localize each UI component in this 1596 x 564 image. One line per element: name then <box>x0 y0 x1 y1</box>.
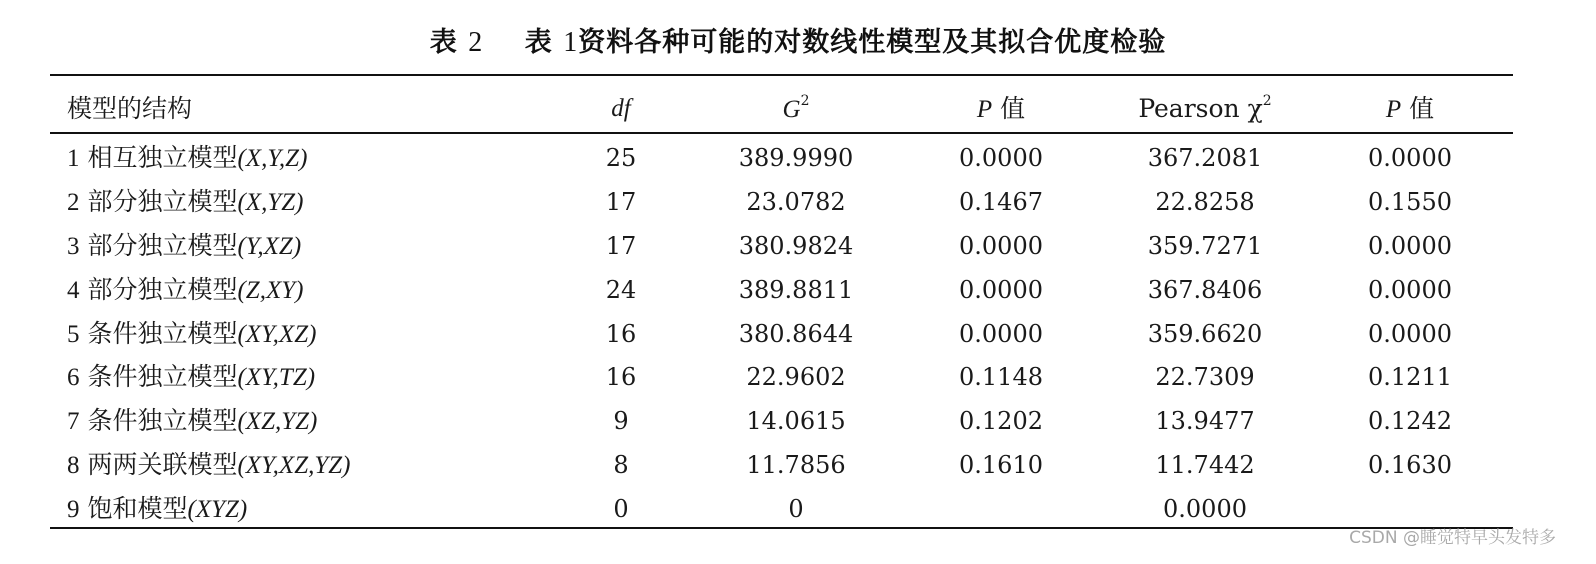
row-model-cell <box>67 362 315 393</box>
row-df: 16 <box>605 320 637 348</box>
header-g2 <box>783 94 810 128</box>
row-p2: 0.0000 <box>1368 276 1452 304</box>
header-pearson-chi: χ <box>1247 94 1263 123</box>
table-row <box>0 362 1596 402</box>
table-caption <box>0 20 1596 59</box>
top-rule <box>50 74 1513 76</box>
row-g2: 0 <box>788 495 804 523</box>
caption-table-label: 表 <box>429 27 458 58</box>
row-pearson: 367.8406 <box>1147 276 1263 304</box>
row-model-name: 部分独立模型 <box>87 187 238 216</box>
row-p2: 0.0000 <box>1368 144 1452 172</box>
row-p1: 0.1467 <box>959 188 1043 216</box>
row-p1: 0.0000 <box>959 232 1043 260</box>
row-df: 8 <box>613 451 629 479</box>
row-pearson: 22.7309 <box>1155 363 1255 391</box>
row-p2: 0.1211 <box>1368 363 1452 391</box>
row-index: 8 <box>67 452 80 479</box>
row-index: 9 <box>67 496 80 523</box>
row-g2: 389.8811 <box>738 276 854 304</box>
watermark: CSDN @睡觉特早头发特多 <box>1349 528 1556 548</box>
row-pearson: 367.2081 <box>1147 144 1263 172</box>
row-model-name: 部分独立模型 <box>87 231 238 260</box>
table-row <box>0 231 1596 271</box>
row-model-name: 条件独立模型 <box>87 362 238 391</box>
header-p2-word: 值 <box>1409 94 1435 123</box>
header-rule <box>50 132 1513 134</box>
row-g2: 389.9990 <box>738 144 854 172</box>
row-model-spec: (XY,TZ) <box>237 364 316 391</box>
bottom-rule <box>50 527 1513 529</box>
row-model-cell <box>67 494 247 525</box>
header-pearson-word: Pearson <box>1138 94 1240 123</box>
header-model: 模型的结构 <box>67 94 193 123</box>
caption-ref-label: 表 <box>524 27 553 58</box>
row-p1: 0.1610 <box>959 451 1043 479</box>
row-df: 9 <box>613 407 629 435</box>
header-g2-base: G <box>782 96 801 123</box>
row-df: 16 <box>605 363 637 391</box>
row-g2: 380.9824 <box>738 232 854 260</box>
row-index: 5 <box>67 321 80 348</box>
row-model-cell <box>67 143 307 174</box>
header-p1-letter: P <box>976 96 993 123</box>
caption-table-number: 2 <box>468 27 484 58</box>
row-model-name: 相互独立模型 <box>87 143 238 172</box>
header-df: df <box>611 95 631 122</box>
row-p1: 0.0000 <box>959 144 1043 172</box>
header-g2-sup: 2 <box>800 93 810 109</box>
header-pearson-sup: 2 <box>1262 93 1272 109</box>
row-index: 6 <box>67 364 80 391</box>
header-pearson <box>1138 94 1271 128</box>
table-row <box>0 319 1596 359</box>
row-pearson: 22.8258 <box>1155 188 1255 216</box>
row-model-cell <box>67 275 303 306</box>
header-p-value-2 <box>1386 94 1434 125</box>
row-model-cell <box>67 187 303 218</box>
row-df: 24 <box>605 276 637 304</box>
table-row <box>0 187 1596 227</box>
row-g2: 23.0782 <box>746 188 846 216</box>
row-p2: 0.0000 <box>1368 320 1452 348</box>
row-model-spec: (X,Y,Z) <box>237 145 308 172</box>
table-row <box>0 406 1596 446</box>
row-p1: 0.0000 <box>959 320 1043 348</box>
row-model-name: 条件独立模型 <box>87 319 238 348</box>
row-model-spec: (XZ,YZ) <box>237 408 318 435</box>
row-g2: 14.0615 <box>746 407 846 435</box>
table-row <box>0 450 1596 490</box>
row-g2: 11.7856 <box>746 451 846 479</box>
row-model-name: 条件独立模型 <box>87 406 238 435</box>
row-df: 17 <box>605 188 637 216</box>
row-pearson: 13.9477 <box>1155 407 1255 435</box>
table-row <box>0 275 1596 315</box>
row-df: 25 <box>605 144 637 172</box>
table-row <box>0 143 1596 183</box>
row-p2: 0.1630 <box>1368 451 1452 479</box>
header-p-value-1 <box>977 94 1025 125</box>
row-model-cell <box>67 406 317 437</box>
row-model-cell <box>67 231 301 262</box>
row-model-spec: (X,YZ) <box>237 189 304 216</box>
row-index: 2 <box>67 189 80 216</box>
row-g2: 380.8644 <box>738 320 854 348</box>
row-model-cell <box>67 450 350 481</box>
caption-ref-number: 1 <box>563 27 579 58</box>
row-df: 17 <box>605 232 637 260</box>
row-index: 1 <box>67 145 80 172</box>
row-model-cell <box>67 319 316 350</box>
row-p1: 0.1148 <box>959 363 1043 391</box>
row-df: 0 <box>613 495 629 523</box>
row-g2: 22.9602 <box>746 363 846 391</box>
row-p2: 0.1550 <box>1368 188 1452 216</box>
row-model-spec: (XY,XZ,YZ) <box>237 452 351 479</box>
row-pearson: 0.0000 <box>1163 495 1247 523</box>
row-index: 7 <box>67 408 80 435</box>
row-index: 4 <box>67 277 80 304</box>
row-pearson: 359.7271 <box>1147 232 1263 260</box>
caption-title: 资料各种可能的对数线性模型及其拟合优度检验 <box>578 27 1167 58</box>
row-model-spec: (XY,XZ) <box>237 321 317 348</box>
row-model-spec: (Y,XZ) <box>237 233 302 260</box>
row-model-name: 两两关联模型 <box>87 450 238 479</box>
row-p2: 0.0000 <box>1368 232 1452 260</box>
row-pearson: 11.7442 <box>1155 451 1255 479</box>
row-pearson: 359.6620 <box>1147 320 1263 348</box>
row-model-spec: (XYZ) <box>187 496 248 523</box>
row-model-name: 饱和模型 <box>87 494 188 523</box>
row-p1: 0.0000 <box>959 276 1043 304</box>
row-p1: 0.1202 <box>959 407 1043 435</box>
row-model-spec: (Z,XY) <box>237 277 304 304</box>
header-p1-word: 值 <box>1000 94 1026 123</box>
row-model-name: 部分独立模型 <box>87 275 238 304</box>
row-index: 3 <box>67 233 80 260</box>
row-p2: 0.1242 <box>1368 407 1452 435</box>
header-p2-letter: P <box>1385 96 1402 123</box>
